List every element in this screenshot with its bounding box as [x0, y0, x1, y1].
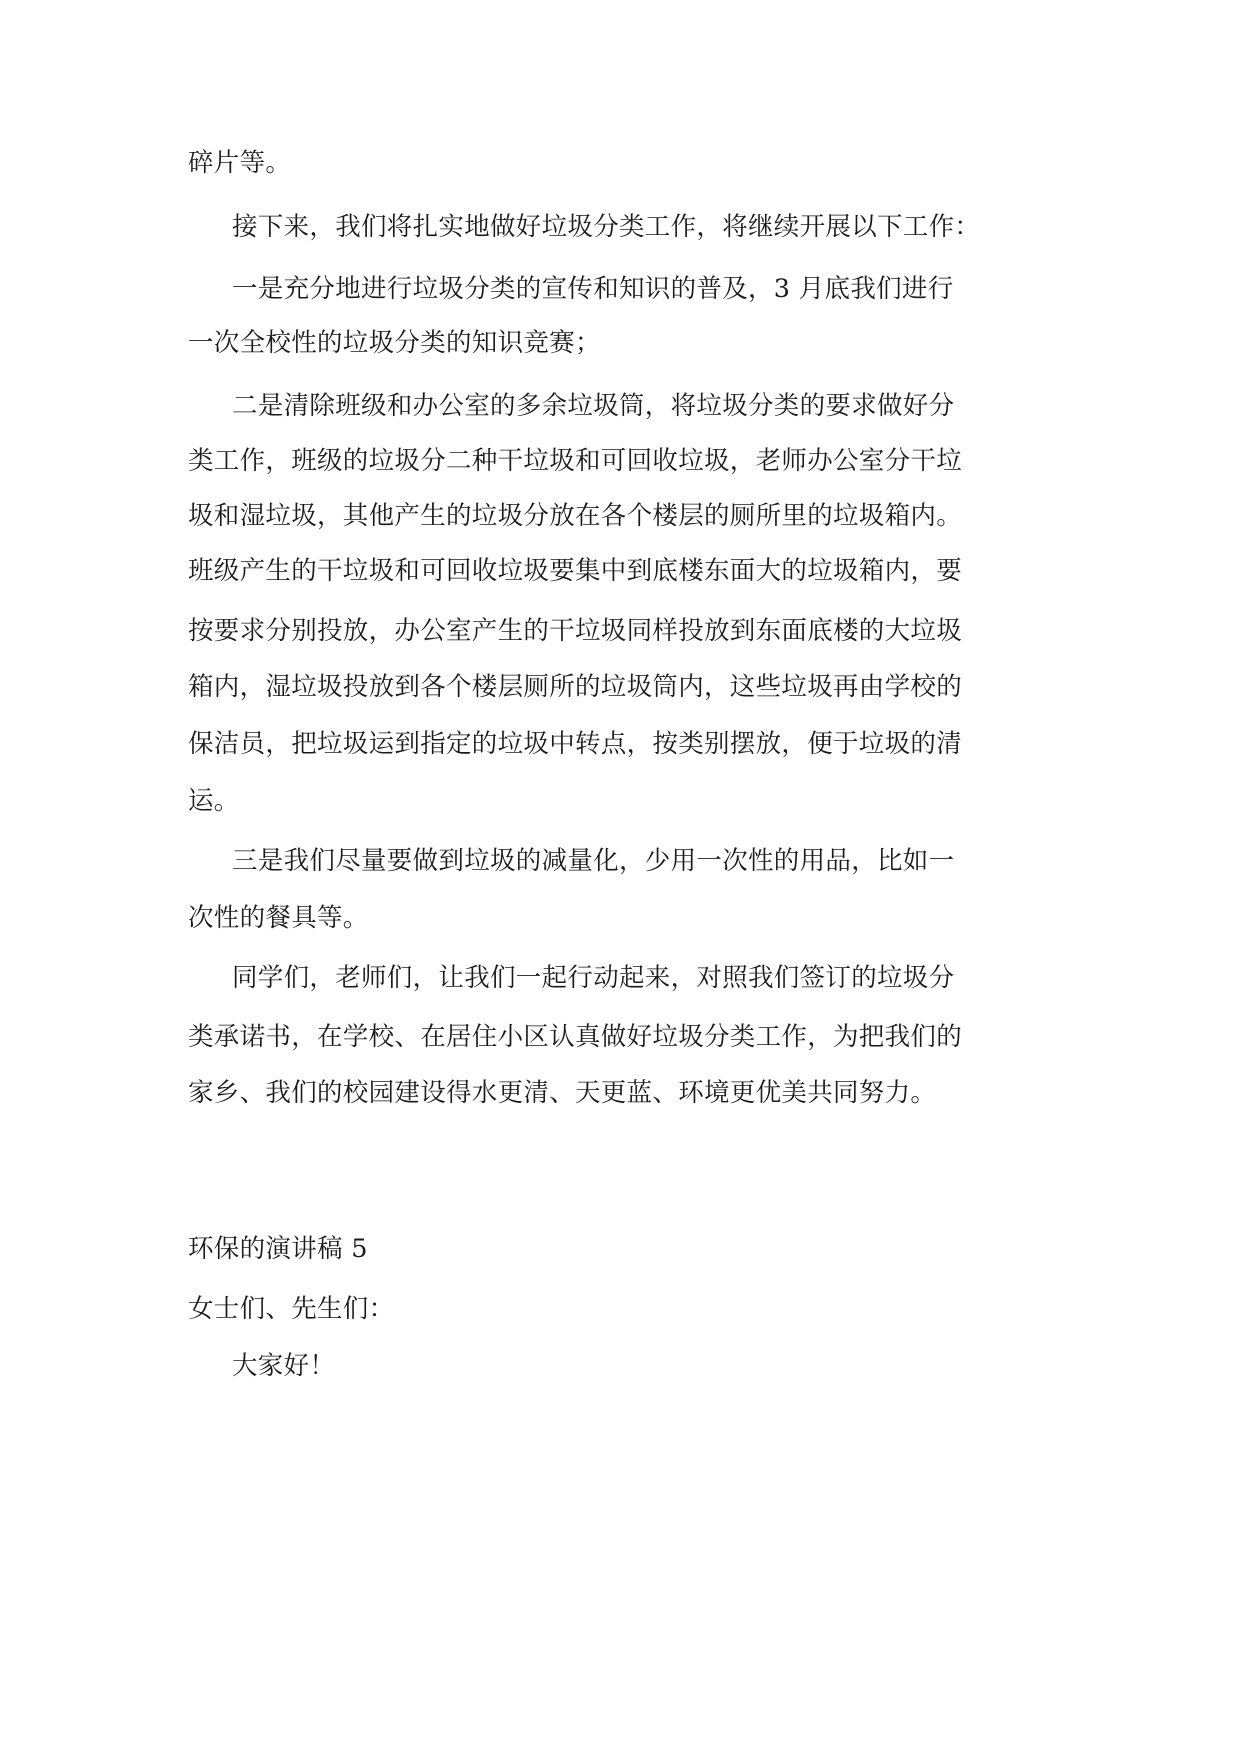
paragraph-4-line-7: 保洁员，把垃圾运到指定的垃圾中转点，按类别摆放，便于垃圾的清	[188, 729, 963, 759]
paragraph-4-line-4: 班级产生的干垃圾和可回收垃圾要集中到底楼东面大的垃圾箱内，要	[188, 556, 963, 586]
paragraph-6-line-1: 同学们，老师们，让我们一起行动起来，对照我们签订的垃圾分	[232, 963, 955, 993]
paragraph-3-line-2: 一次全校性的垃圾分类的知识竞赛；	[188, 328, 601, 358]
paragraph-3-line-1: 一是充分地进行垃圾分类的宣传和知识的普及，3 月底我们进行	[232, 274, 954, 304]
paragraph-4-line-1: 二是清除班级和办公室的多余垃圾筒，将垃圾分类的要求做好分	[232, 391, 955, 421]
paragraph-4-line-5: 按要求分别投放，办公室产生的干垃圾同样投放到东面底楼的大垃圾	[188, 616, 963, 646]
paragraph-5-line-2: 次性的餐具等。	[188, 903, 369, 933]
paragraph-4-line-6: 箱内，湿垃圾投放到各个楼层厕所的垃圾筒内，这些垃圾再由学校的	[188, 672, 963, 702]
paragraph-4-line-8: 运。	[188, 786, 240, 816]
paragraph-2-line-1: 接下来，我们将扎实地做好垃圾分类工作，将继续开展以下工作：	[232, 212, 981, 242]
greeting: 大家好！	[232, 1351, 336, 1381]
paragraph-6-line-2: 类承诺书，在学校、在居住小区认真做好垃圾分类工作，为把我们的	[188, 1022, 963, 1052]
paragraph-5-line-1: 三是我们尽量要做到垃圾的减量化，少用一次性的用品，比如一	[232, 846, 955, 876]
section-title: 环保的演讲稿 5	[188, 1234, 368, 1264]
salutation: 女士们、先生们：	[188, 1294, 395, 1324]
paragraph-6-line-3: 家乡、我们的校园建设得水更清、天更蓝、环境更优美共同努力。	[188, 1078, 937, 1108]
paragraph-4-line-2: 类工作，班级的垃圾分二种干垃圾和可回收垃圾，老师办公室分干垃	[188, 446, 963, 476]
paragraph-1-line-1: 碎片等。	[188, 148, 292, 178]
paragraph-4-line-3: 圾和湿垃圾，其他产生的垃圾分放在各个楼层的厕所里的垃圾箱内。	[188, 501, 963, 531]
